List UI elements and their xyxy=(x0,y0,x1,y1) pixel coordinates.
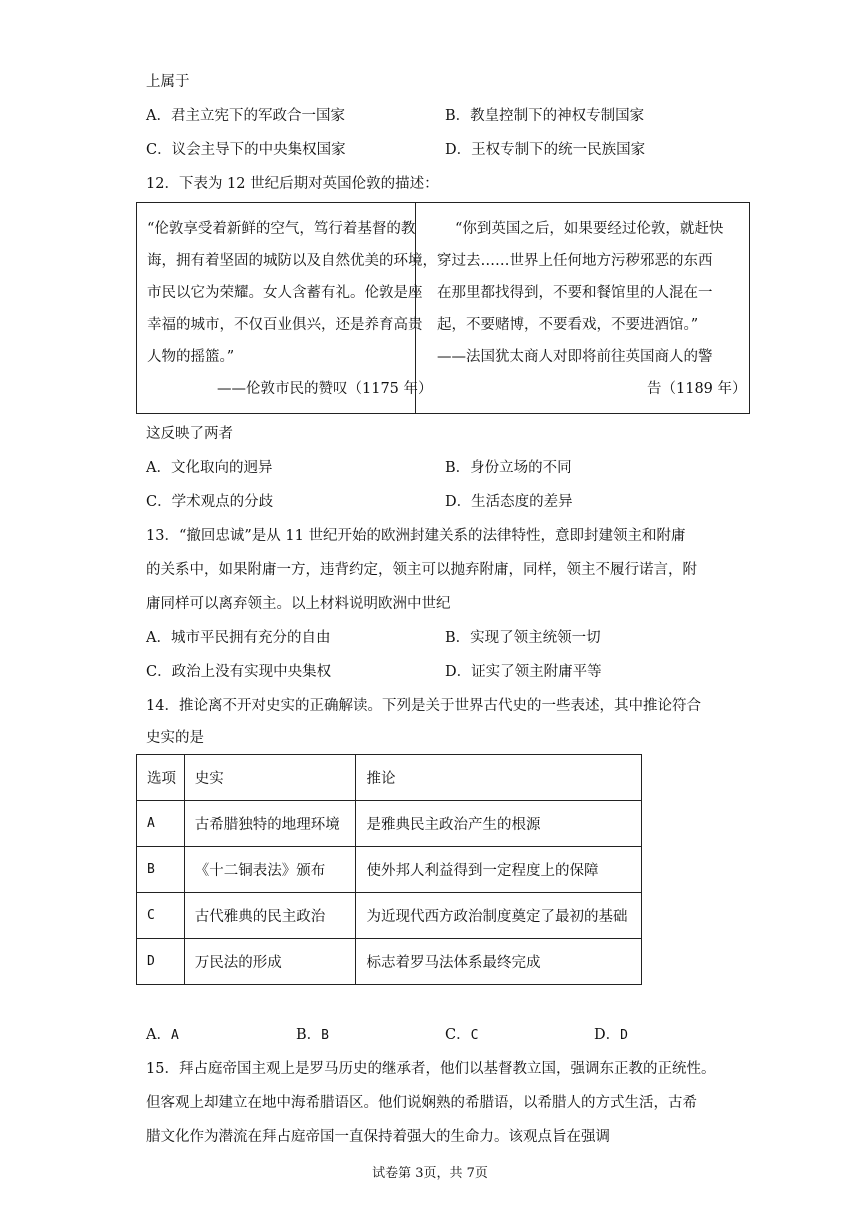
table-header-row xyxy=(137,755,642,801)
q13-option-a: A．城市平民拥有充分的自由 xyxy=(146,630,331,646)
page-footer: 试卷第 3页，共 7页 xyxy=(372,1166,488,1181)
q15-line-3: 腊文化作为潜流在拜占庭帝国一直保持着强大的生命力。该观点旨在强调 xyxy=(146,1129,610,1145)
q12-left-line-1: “伦敦享受着新鲜的空气，笃行着基督的教 xyxy=(147,221,416,237)
q13-line-2: 的关系中，如果附庸一方，违背约定，领主可以抛弃附庸，同样，领主不履行诺言，附 xyxy=(146,562,697,578)
q13-line-1: 13．“撤回忠诚”是从 11 世纪开始的欧洲封建关系的法律特性，意即封建领主和附庸 xyxy=(146,528,686,544)
q14-line-2: 史实的是 xyxy=(146,730,204,746)
q12-option-a: A．文化取向的迥异 xyxy=(146,460,273,476)
table-cell: 标志着罗马法体系最终完成 xyxy=(356,939,642,985)
table-row xyxy=(137,893,642,939)
q11-option-c: C．议会主导下的中央集权国家 xyxy=(146,142,346,158)
table-header-cell: 推论 xyxy=(356,755,642,801)
table-cell: B xyxy=(137,847,185,893)
q12-left-line-3: 市民以它为荣耀。女人含蓄有礼。伦敦是座 xyxy=(147,285,423,301)
q12-right-line-3: 在那里都找得到，不要和餐馆里的人混在一 xyxy=(437,285,713,301)
q12-left-source: ——伦敦市民的赞叹（1175 年） xyxy=(217,381,433,397)
table-cell: C xyxy=(137,893,185,939)
table-cell: 万民法的形成 xyxy=(184,939,356,985)
q12-left-line-2: 诲，拥有着坚固的城防以及自然优美的环境， xyxy=(147,253,437,269)
q11-option-d: D．王权专制下的统一民族国家 xyxy=(445,142,646,158)
table-header-cell: 史实 xyxy=(184,755,356,801)
q12-right-line-4: 起，不要赌博，不要看戏，不要进酒馆。” xyxy=(437,317,699,333)
q12-left-line-5: 人物的摇篮。” xyxy=(147,349,235,365)
q12-right-source-tail: 告（1189 年） xyxy=(647,381,747,397)
q11-stem-tail: 上属于 xyxy=(146,74,190,90)
q14-answer-b: B．B xyxy=(296,1027,329,1043)
table-cell: D xyxy=(137,939,185,985)
q13-option-d: D．证实了领主附庸平等 xyxy=(445,664,602,680)
q14-table xyxy=(136,754,642,985)
table-cell: A xyxy=(137,801,185,847)
q12-quote-table xyxy=(136,202,750,414)
q12-left-line-4: 幸福的城市，不仅百业俱兴，还是养育高贵 xyxy=(147,317,423,333)
q13-option-b: B．实现了领主统领一切 xyxy=(445,630,601,646)
q15-line-2: 但客观上却建立在地中海希腊语区。他们说娴熟的希腊语，以希腊人的方式生活，古希 xyxy=(146,1095,697,1111)
q12-option-d: D．生活态度的差异 xyxy=(445,494,573,510)
table-row xyxy=(137,847,642,893)
q12-right-line-1: “你到英国之后，如果要经过伦敦，就赶快 xyxy=(455,221,724,237)
q14-answer-c: C．C xyxy=(445,1027,479,1043)
q13-line-3: 庸同样可以离弃领主。以上材料说明欧洲中世纪 xyxy=(146,596,451,612)
q12-option-b: B．身份立场的不同 xyxy=(445,460,572,476)
q14-answer-a: A．A xyxy=(146,1027,179,1043)
table-row xyxy=(137,939,642,985)
table-header-cell: 选项 xyxy=(137,755,185,801)
q12-stem: 12．下表为 12 世纪后期对英国伦敦的描述： xyxy=(146,176,439,192)
table-cell: 古希腊独特的地理环境 xyxy=(184,801,356,847)
q11-option-a: A．君主立宪下的军政合一国家 xyxy=(146,108,345,124)
table-cell: 《十二铜表法》颁布 xyxy=(184,847,356,893)
table-cell: 是雅典民主政治产生的根源 xyxy=(356,801,642,847)
q15-line-1: 15．拜占庭帝国主观上是罗马历史的继承者，他们以基督教立国，强调东正教的正统性。 xyxy=(146,1061,716,1077)
table-cell: 为近现代西方政治制度奠定了最初的基础 xyxy=(356,893,642,939)
table-cell: 古代雅典的民主政治 xyxy=(184,893,356,939)
q12-right-line-5: ——法国犹太商人对即将前往英国商人的警 xyxy=(437,349,713,365)
q13-option-c: C．政治上没有实现中央集权 xyxy=(146,664,332,680)
q14-line-1: 14．推论离不开对史实的正确解读。下列是关于世界古代史的一些表述，其中推论符合 xyxy=(146,698,701,714)
q12-right-line-2: 穿过去……世界上任何地方污秽邪恶的东西 xyxy=(437,253,713,269)
q12-ask: 这反映了两者 xyxy=(146,426,233,442)
table-cell: 使外邦人利益得到一定程度上的保障 xyxy=(356,847,642,893)
q12-option-c: C．学术观点的分歧 xyxy=(146,494,274,510)
q11-option-b: B．教皇控制下的神权专制国家 xyxy=(445,108,645,124)
q14-answer-d: D．D xyxy=(594,1027,628,1043)
table-row xyxy=(137,801,642,847)
